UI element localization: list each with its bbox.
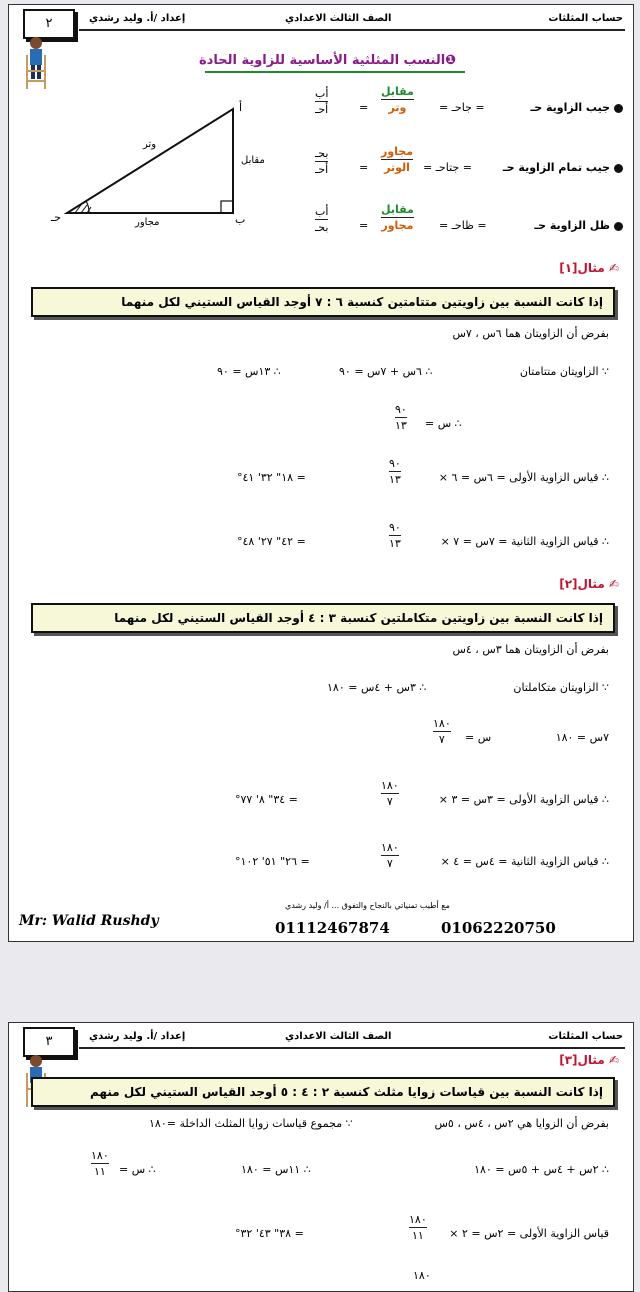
grade-label: الصف الثالث الاعدادي (285, 13, 392, 24)
example-3-angle-1-result: = ٣٨" ٤٣' ٣٢° (235, 1227, 304, 1240)
example-2-angle-2: ∴ قياس الزاوية الثانية = ٤س = ٤ × (440, 855, 609, 868)
example-1-x-eq: ∴ س = (425, 417, 462, 430)
author-name: إعداد /أ. وليد رشدي (89, 1031, 186, 1042)
example-2-angle-1-result: = ٣٤" ٨' ٧٧° (235, 793, 298, 806)
bullet-icon (614, 104, 623, 113)
pencil-icon: ✍ (608, 1053, 619, 1067)
tangent-symbol: = ظاحـ = (439, 219, 487, 232)
cosine-letter-fraction: $\frac{\text{بحـ}}{\text{أحـ}}$ (315, 147, 329, 176)
example-3-sum-note: ∵ مجموع قياسات زوايا المثلث الداخلة =١٨٠ (149, 1117, 353, 1130)
example-2-step-3: ٧س = ١٨٠ (555, 731, 609, 744)
example-2-x-fraction: $\frac{١٨٠}{٧}$ (433, 717, 451, 746)
example-1-label: ✍ مثال[١] (559, 261, 619, 275)
example-3-x-eq: ∴ س = (119, 1163, 156, 1176)
document-page-1: ٢ إعداد /أ. وليد رشدي الصف الثالث الاعدادي حساب المثلثات ❶النسب المثلثية الأساسية للزاوية الحادة أ ب حـ وتر مقابل مجاور جيب الزاوية حـ = جاحـ = $\frac{\text{مقابل}}{\text{وتر}}$ = $\frac{\text{أب}}{\text{أحـ}}$ جيب تمام الزاوية حـ = جتاحـ = $\frac{\text{مجاور}}{\text{الوتر}}$ = $\frac{\text{بحـ}}{\text{أحـ}}$ ظل الزاوية حـ = ظاحـ = $\frac{\text{مقابل}}{\text{مجاور}}$ = $\frac{\text{أب}}{\text{بحـ}}$ ✍ مثال[١] إذا كانت النسبة بين زاويتين متتامتين كنسبة ٦ : ٧ أوجد القياس الستيني لكل منهما بفرض أن الزاويتان هما ٦س ، ٧س ∵ الزاويتان متتامتان ∴ ٦س + ٧س = ٩٠ ∴ ١٣س = ٩٠ ∴ س = $\frac{٩٠}{١٣}$ ∴ قياس الزاوية الأولى = ٦س = ٦ × $\frac{٩٠}{١٣}$ = ١٨" ٣٢' ٤١° ∴ قياس الزاوية الثانية = ٧س = ٧ × $\frac{٩٠}{١٣}$ = ٤٢" ٢٧' ٤٨° ✍ مثال[٢] إذا كانت النسبة بين زاويتين متكاملتين كنسبة ٣ : ٤ أوجد القياس الستيني لكل منهما بفرض أن الزاويتان هما ٣س ، ٤س ∵ الزاويتان متكاملتان ∴ ٣س + ٤س = ١٨٠ ٧س = ١٨٠ س = $\frac{١٨٠}{٧}$ ∴ قياس الزاوية الأولى = ٣س = ٣ × $\frac{١٨٠}{٧}$ = ٣٤" ٨' ٧٧° ∴ قياس الزاوية الثانية = ٤س = ٤ × $\frac{١٨٠}{٧}$ = ٢٦" ٥١' ١٠٢° مع أطيب تمنياتي بالنجاح والتفوق ... أ/ وليد رشدي Mr: Walid Rushdy 01112467874 01062220750 (8, 4, 634, 942)
tangent-definition-row: ظل الزاوية حـ (534, 219, 623, 232)
example-3-angle-1-fraction: $\frac{١٨٠}{١١}$ (409, 1213, 427, 1242)
bullet-icon (614, 164, 623, 173)
example-3-step-2: ∴ ١١س = ١٨٠ (241, 1163, 311, 1176)
pencil-icon: ✍ (608, 577, 619, 591)
example-2-angle-2-fraction: $\frac{١٨٠}{٧}$ (381, 841, 399, 870)
hypotenuse-label: وتر (143, 139, 157, 150)
example-2-angle-1: ∴ قياس الزاوية الأولى = ٣س = ٣ × (438, 793, 609, 806)
header-divider (79, 29, 625, 31)
teacher-cartoon-icon (25, 35, 47, 89)
example-2-assumption: بفرض أن الزاويتان هما ٣س ، ٤س (452, 643, 609, 656)
example-1-step-2: ∴ ٦س + ٧س = ٩٠ (339, 365, 433, 378)
example-3-angle-1: قياس الزاوية الأولى = ٢س = ٢ × (449, 1227, 609, 1240)
example-2-x-eq: س = (465, 731, 492, 744)
title-underline (205, 71, 465, 73)
cosine-symbol: = جتاحـ = (423, 161, 472, 174)
vertex-c-label: حـ (51, 211, 62, 224)
example-2-step-2: ∴ ٣س + ٤س = ١٨٠ (327, 681, 427, 694)
example-3-label: ✍ مثال[٣] (559, 1053, 619, 1067)
page-number-box: ٢ (23, 9, 75, 39)
sine-definition-row: جيب الزاوية حـ (530, 101, 623, 114)
adjacent-side-label: مجاور (135, 217, 160, 228)
cosine-word-fraction: $\frac{\text{مجاور}}{\text{الوتر}}$ (381, 145, 414, 174)
example-3-question-box: إذا كانت النسبة بين قياسات زوايا مثلث كنسبة ٢ : ٤ : ٥ أوجد القياس الستيني لكل منهم (31, 1077, 615, 1107)
example-1-angle-1-fraction: $\frac{٩٠}{١٣}$ (389, 457, 401, 486)
example-2-angle-1-fraction: $\frac{١٨٠}{٧}$ (381, 779, 399, 808)
example-3-partial-value: ١٨٠ (413, 1269, 431, 1282)
example-3-x-fraction: $\frac{١٨٠}{١١}$ (91, 1149, 109, 1178)
sine-symbol: = جاحـ = (439, 101, 485, 114)
example-2-angle-2-result: = ٢٦" ٥١' ١٠٢° (235, 855, 310, 868)
phone-number-2: 01062220750 (441, 919, 556, 937)
example-2-label: ✍ مثال[٢] (559, 577, 619, 591)
pencil-icon: ✍ (608, 261, 619, 275)
opposite-side-label: مقابل (241, 155, 265, 166)
example-1-angle-1: ∴ قياس الزاوية الأولى = ٦س = ٦ × (438, 471, 609, 484)
right-triangle-diagram (49, 95, 269, 225)
bullet-icon (614, 222, 623, 231)
author-name: إعداد /أ. وليد رشدي (89, 13, 186, 24)
example-1-angle-1-result: = ١٨" ٣٢' ٤١° (237, 471, 306, 484)
sine-letter-fraction: $\frac{\text{أب}}{\text{أحـ}}$ (315, 87, 329, 116)
footer-wish: مع أطيب تمنياتي بالنجاح والتفوق ... أ/ وليد رشدي (285, 901, 450, 910)
sine-word-fraction: $\frac{\text{مقابل}}{\text{وتر}}$ (381, 85, 414, 114)
example-2-step-1: ∵ الزاويتان متكاملتان (513, 681, 609, 694)
example-1-question-box: إذا كانت النسبة بين زاويتين متتامتين كنسبة ٦ : ٧ أوجد القياس الستيني لكل منهما (31, 287, 615, 317)
vertex-b-label: ب (235, 213, 246, 226)
example-1-angle-2-result: = ٤٢" ٢٧' ٤٨° (237, 535, 306, 548)
example-1-angle-2-fraction: $\frac{٩٠}{١٣}$ (389, 521, 401, 550)
phone-number-1: 01112467874 (275, 919, 390, 937)
subject-label: حساب المثلثات (548, 13, 623, 24)
example-1-x-fraction: $\frac{٩٠}{١٣}$ (395, 403, 407, 432)
section-title: ❶النسب المثلثية الأساسية للزاوية الحادة (199, 53, 457, 68)
author-signature: Mr: Walid Rushdy (19, 913, 159, 929)
tangent-word-fraction: $\frac{\text{مقابل}}{\text{مجاور}}$ (381, 203, 414, 232)
example-1-assumption: بفرض أن الزاويتان هما ٦س ، ٧س (452, 327, 609, 340)
vertex-a-label: أ (239, 101, 243, 114)
example-3-assumption: بفرض أن الزوايا هي ٢س ، ٤س ، ٥س (434, 1117, 609, 1130)
grade-label: الصف الثالث الاعدادي (285, 1031, 392, 1042)
document-page-2 (8, 1022, 634, 1292)
example-1-angle-2: ∴ قياس الزاوية الثانية = ٧س = ٧ × (440, 535, 609, 548)
example-1-step-3: ∴ ١٣س = ٩٠ (217, 365, 281, 378)
subject-label: حساب المثلثات (548, 1031, 623, 1042)
cosine-definition-row: جيب تمام الزاوية حـ (503, 161, 623, 174)
header-divider (79, 1047, 625, 1049)
tangent-letter-fraction: $\frac{\text{أب}}{\text{بحـ}}$ (315, 205, 329, 234)
example-2-question-box: إذا كانت النسبة بين زاويتين متكاملتين كنسبة ٣ : ٤ أوجد القياس الستيني لكل منهما (31, 603, 615, 633)
example-3-step-1: ∴ ٢س + ٤س + ٥س = ١٨٠ (474, 1163, 609, 1176)
example-1-step-1: ∵ الزاويتان متتامتان (519, 365, 609, 378)
page-number-box: ٣ (23, 1027, 75, 1057)
